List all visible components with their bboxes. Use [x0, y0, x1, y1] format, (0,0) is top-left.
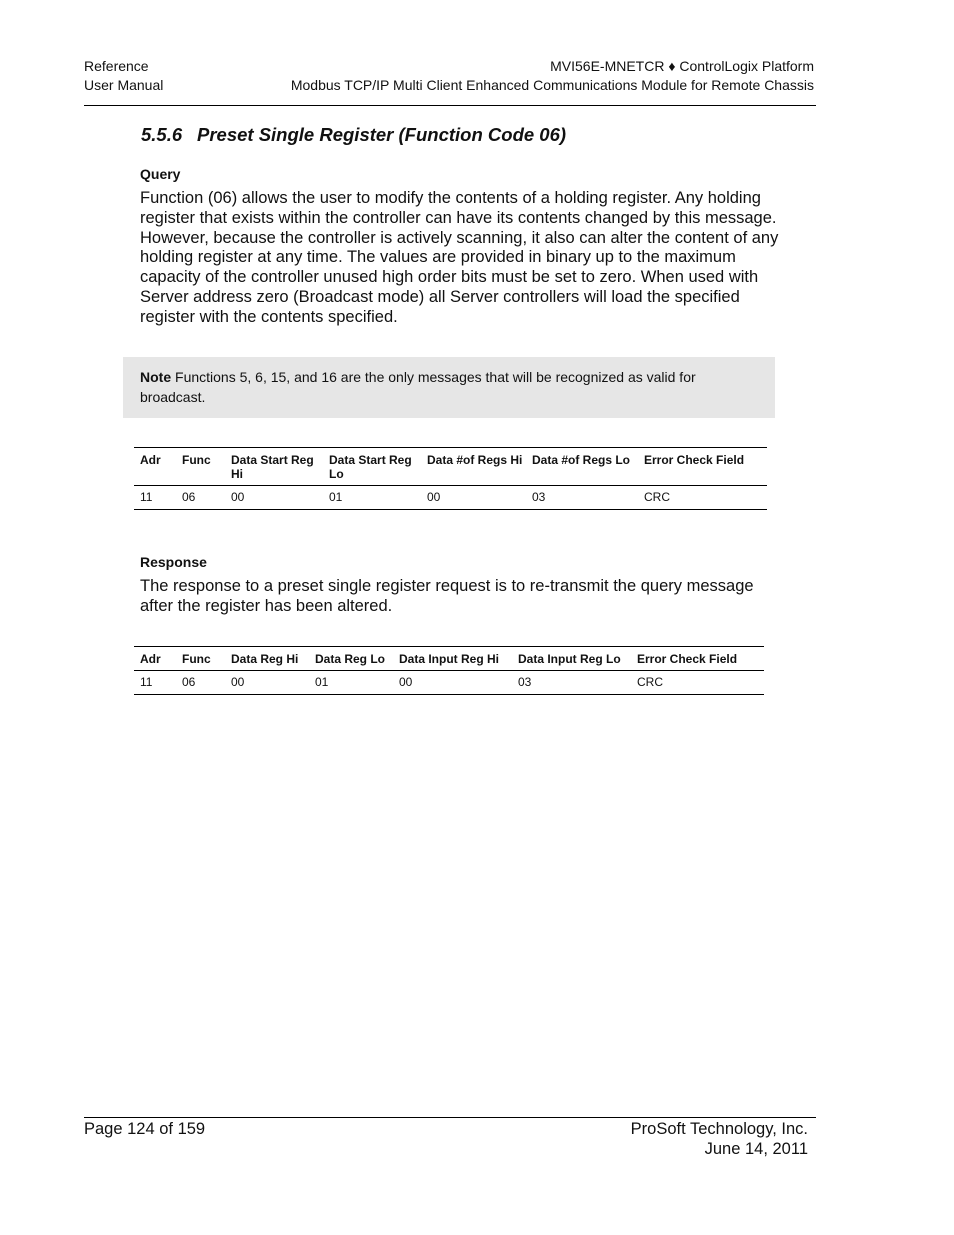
column-header: Data Start Reg Hi — [231, 453, 314, 481]
column-header: Adr — [140, 652, 161, 666]
table-cell: 00 — [231, 675, 245, 689]
table-header-row — [134, 647, 764, 671]
column-header: Error Check Field — [644, 453, 745, 467]
column-header: Error Check Field — [637, 652, 738, 666]
header-doc-type: User Manual — [84, 77, 164, 93]
column-header: Data Start Reg Lo — [329, 453, 412, 481]
table-cell: 00 — [399, 675, 413, 689]
note-body: Functions 5, 6, 15, and 16 are the only messages that will be recognized as valid for broadcast. — [140, 369, 696, 405]
company-name: ProSoft Technology, Inc. — [630, 1120, 808, 1138]
query-message-table — [134, 447, 767, 510]
table-header-row — [134, 448, 767, 486]
table-cell: 03 — [532, 490, 546, 504]
column-header: Func — [182, 453, 211, 467]
running-header-left — [84, 57, 163, 95]
column-header: Data Reg Lo — [315, 652, 386, 666]
column-header: Data Input Reg Lo — [518, 652, 621, 666]
table-cell: 06 — [182, 675, 196, 689]
running-header-right — [291, 57, 814, 95]
response-heading: Response — [140, 554, 207, 570]
query-paragraph: Function (06) allows the user to modify the contents of a holding register. Any holding register that exists within the controller can have its contents changed by this message. However, because the controller is actively scanning, it also can alter the content of any holding register at any time. The values are provided in binary up to the maximum capacity of the controller unused high order bits must be set to zero. When used with Server address zero (Broadcast mode) all Server controllers will load the specified register with the contents specified. — [140, 189, 779, 326]
header-divider — [84, 105, 816, 106]
table-cell: 01 — [315, 675, 329, 689]
table-row — [134, 486, 767, 510]
column-header: Adr — [140, 453, 161, 467]
table-cell: CRC — [637, 675, 663, 689]
response-message-table — [134, 646, 764, 695]
header-product: MVI56E-MNETCR ♦ ControlLogix Platform — [550, 58, 814, 74]
section-title — [141, 124, 566, 146]
table-cell: 11 — [140, 675, 153, 689]
table-cell: 06 — [182, 490, 196, 504]
response-paragraph: The response to a preset single register request is to re-transmit the query message after the register has been altered. — [140, 577, 754, 615]
table-cell: 11 — [140, 490, 153, 504]
table-cell: 01 — [329, 490, 343, 504]
table-cell: 00 — [231, 490, 245, 504]
column-header: Data #of Regs Hi — [427, 453, 523, 467]
footer-divider — [84, 1117, 816, 1118]
table-cell: CRC — [644, 490, 670, 504]
table-cell: 03 — [518, 675, 532, 689]
footer-publisher — [631, 1119, 808, 1159]
publish-date: June 14, 2011 — [704, 1140, 808, 1158]
header-chapter: Reference — [84, 58, 149, 74]
page-number: Page 124 of 159 — [84, 1120, 206, 1138]
column-header: Data #of Regs Lo — [532, 453, 631, 467]
note-label: Note — [140, 369, 172, 385]
column-header: Data Input Reg Hi — [399, 652, 500, 666]
note-text — [140, 368, 740, 407]
query-heading: Query — [140, 166, 181, 182]
table-cell: 00 — [427, 490, 441, 504]
table-row — [134, 671, 764, 695]
column-header: Data Reg Hi — [231, 652, 299, 666]
column-header: Func — [182, 652, 211, 666]
section-title-text: Preset Single Register (Function Code 06) — [197, 124, 567, 145]
header-module: Modbus TCP/IP Multi Client Enhanced Communications Module for Remote Chassis — [290, 77, 814, 93]
section-number: 5.5.6 — [141, 124, 183, 145]
